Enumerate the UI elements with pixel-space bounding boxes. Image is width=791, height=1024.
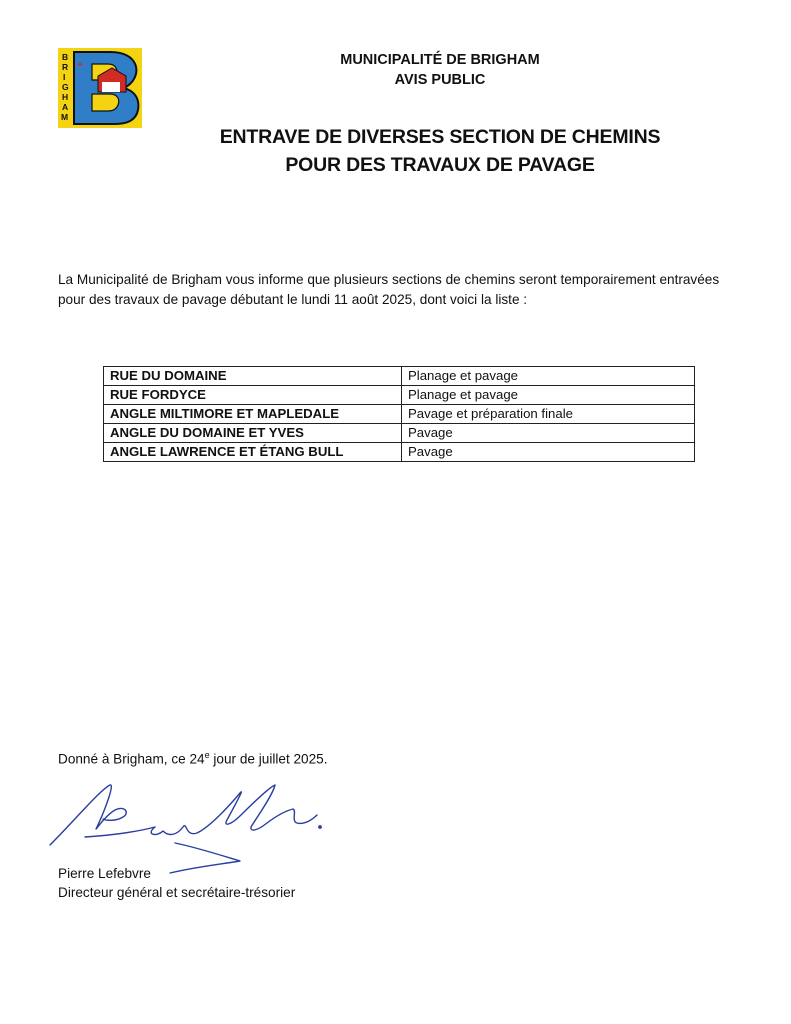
brigham-logo bbox=[58, 48, 142, 128]
location-cell: RUE FORDYCE bbox=[104, 386, 402, 405]
intro-line-2: pour des travaux de pavage débutant le lundi 11 août 2025, dont voici la liste : bbox=[58, 292, 528, 307]
title-line-1: ENTRAVE DE DIVERSES SECTION DE CHEMINS bbox=[219, 126, 661, 148]
location-cell: ANGLE DU DOMAINE ET YVES bbox=[104, 424, 402, 443]
location-cell: ANGLE MILTIMORE ET MAPLEDALE bbox=[104, 405, 402, 424]
svg-text:G: G bbox=[62, 82, 69, 92]
signer-name: Pierre Lefebvre bbox=[58, 866, 151, 881]
table-row bbox=[104, 386, 695, 405]
table-row bbox=[104, 424, 695, 443]
signer-block bbox=[58, 864, 295, 902]
svg-text:B: B bbox=[62, 52, 69, 62]
logo-letters bbox=[61, 52, 69, 122]
date-given: Donné à Brigham, ce 24e jour de juillet 2025. bbox=[58, 750, 328, 767]
table-row bbox=[104, 367, 695, 386]
work-cell: Pavage et préparation finale bbox=[402, 405, 695, 424]
location-cell: ANGLE LAWRENCE ET ÉTANG BULL bbox=[104, 443, 402, 462]
work-cell: Pavage bbox=[402, 424, 695, 443]
signer-role: Directeur général et secrétaire-trésorier bbox=[58, 885, 296, 900]
svg-text:I: I bbox=[63, 72, 66, 82]
table-row bbox=[104, 405, 695, 424]
notice-type: AVIS PUBLIC bbox=[394, 72, 486, 88]
intro-line-1: La Municipalité de Brigham vous informe que plusieurs sections de chemins seront temporairement entravées bbox=[58, 272, 720, 287]
location-cell: RUE DU DOMAINE bbox=[104, 367, 402, 386]
intro-paragraph bbox=[58, 270, 758, 310]
table-row bbox=[104, 443, 695, 462]
work-cell: Pavage bbox=[402, 443, 695, 462]
svg-text:R: R bbox=[62, 62, 69, 72]
header bbox=[240, 50, 640, 90]
work-cell: Planage et pavage bbox=[402, 367, 695, 386]
municipality-name: MUNICIPALITÉ DE BRIGHAM bbox=[340, 52, 540, 68]
work-cell: Planage et pavage bbox=[402, 386, 695, 405]
title-line-2: POUR DES TRAVAUX DE PAVAGE bbox=[285, 154, 595, 176]
handwritten-signature bbox=[45, 765, 345, 880]
works-table bbox=[103, 366, 695, 462]
svg-text:A: A bbox=[62, 102, 69, 112]
svg-text:M: M bbox=[61, 112, 69, 122]
page-title bbox=[150, 123, 730, 179]
svg-text:H: H bbox=[62, 92, 69, 102]
